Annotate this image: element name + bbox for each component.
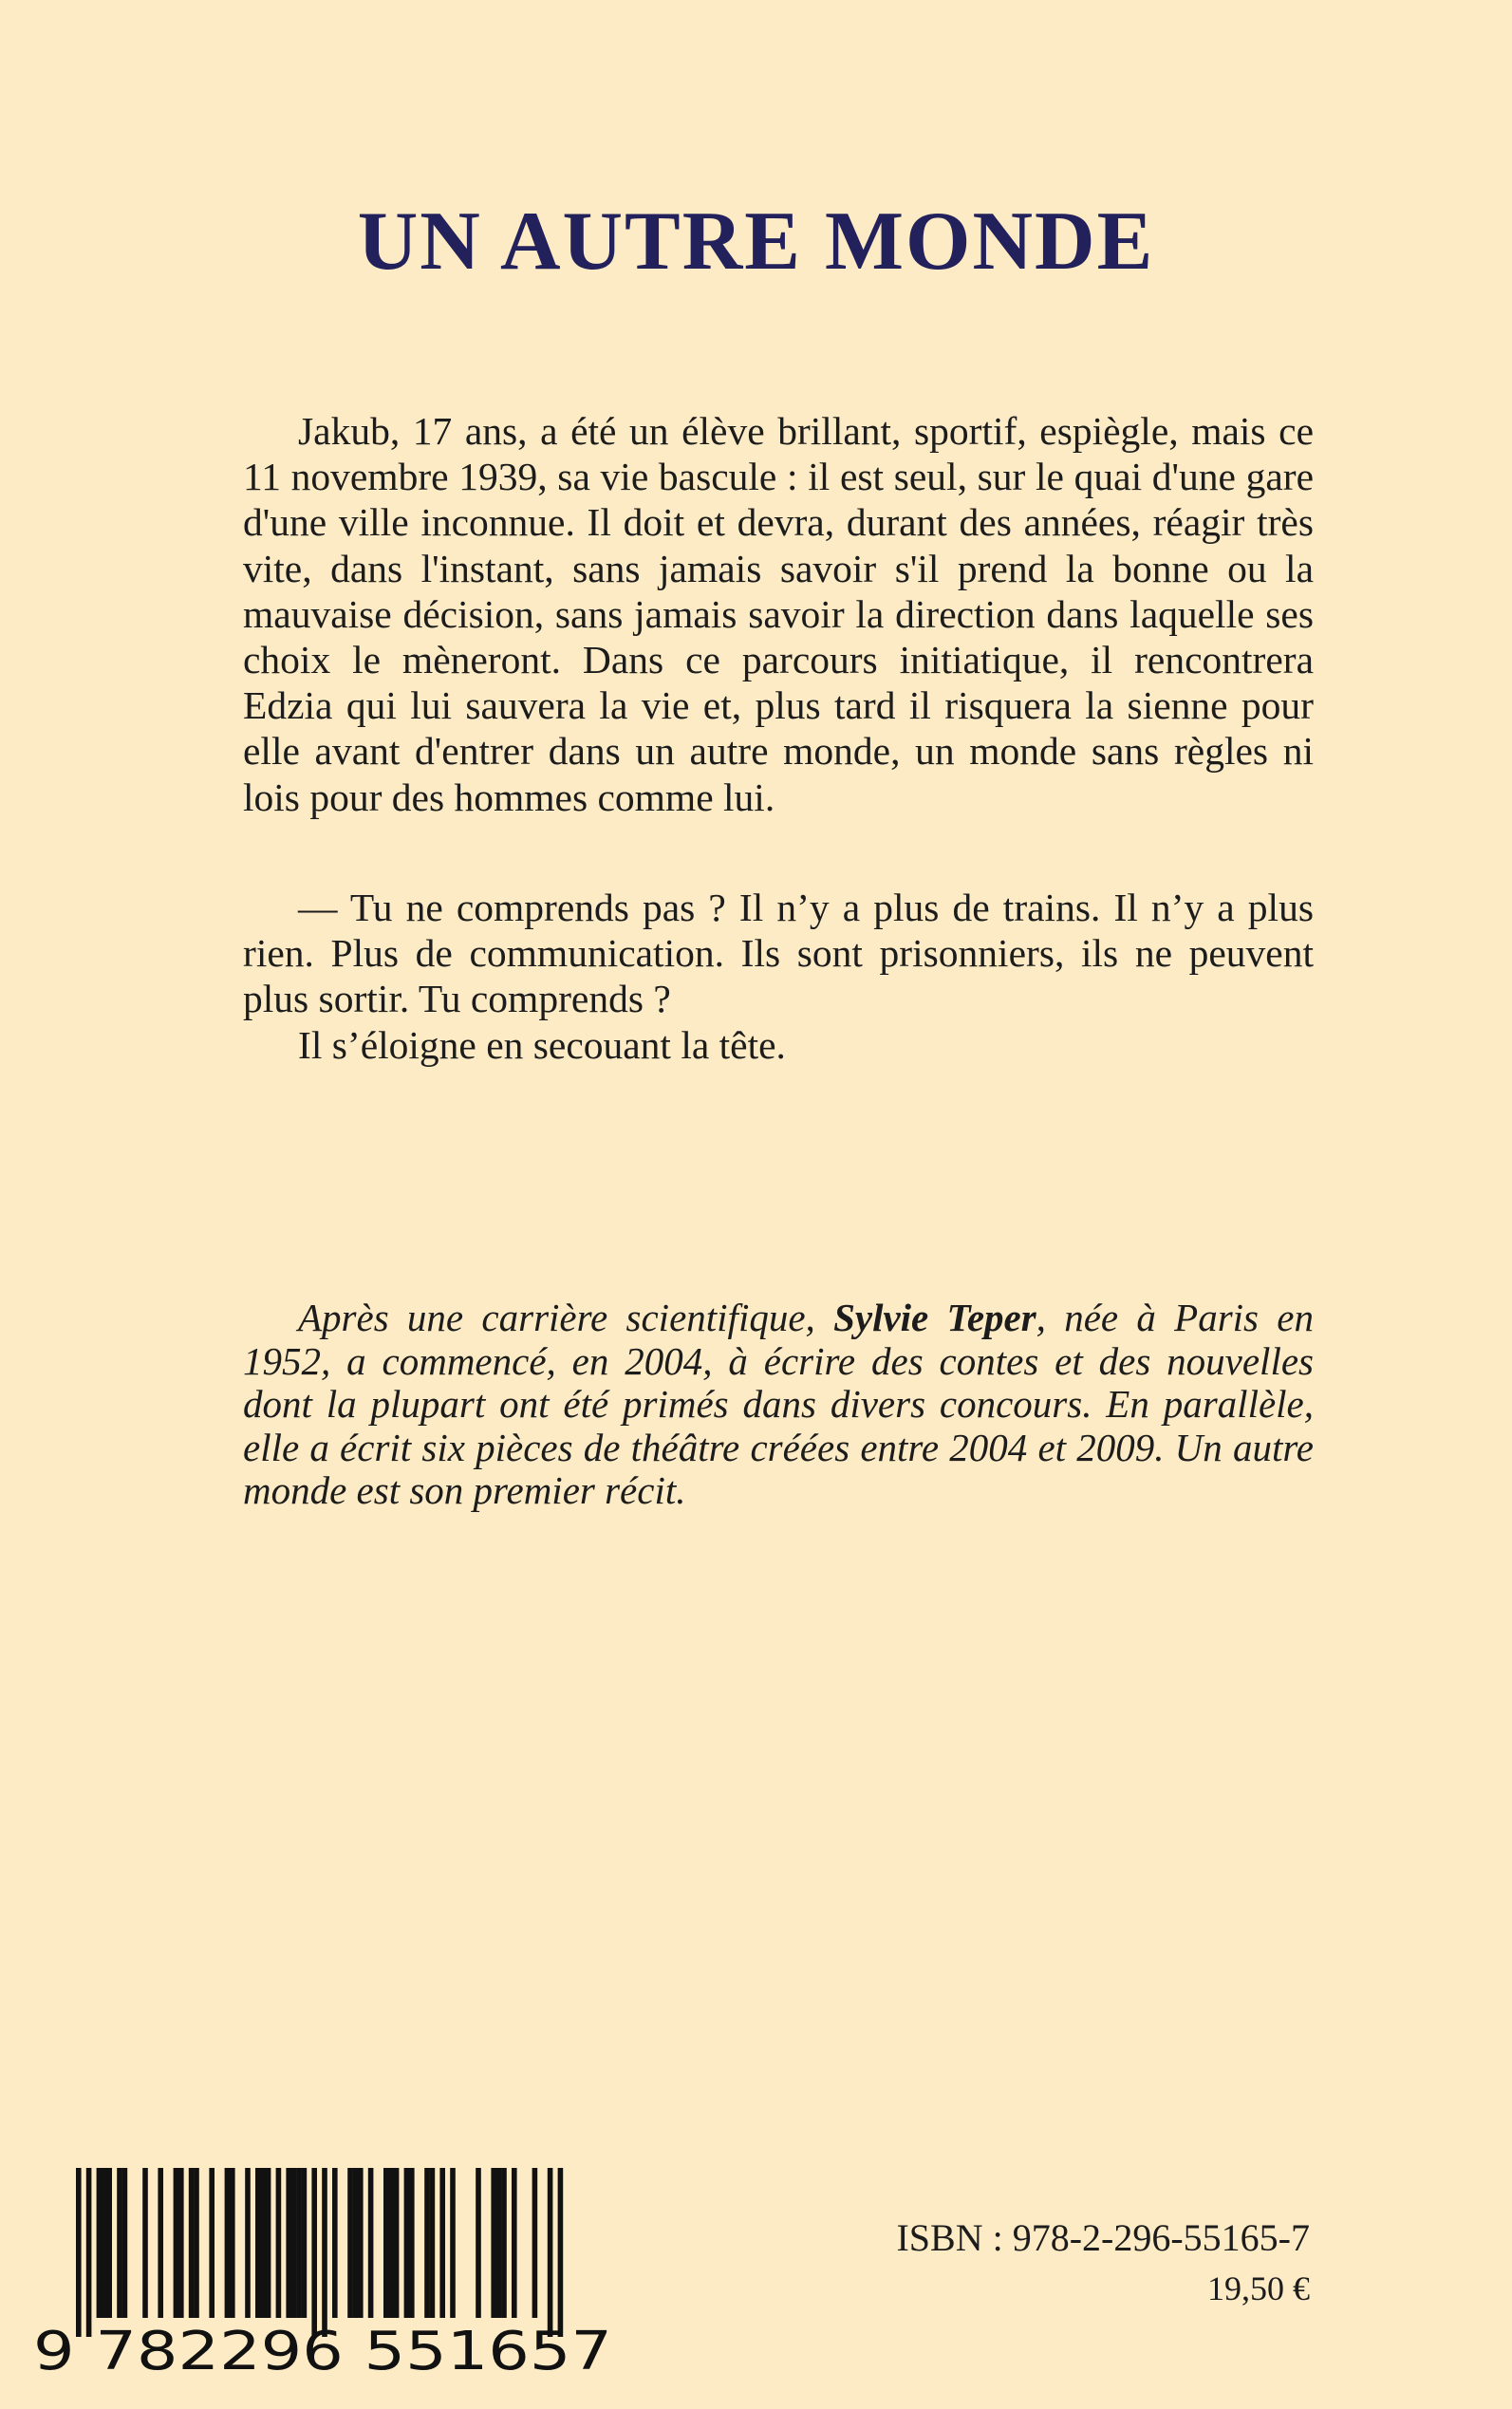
barcode-graphic <box>19 2168 617 2377</box>
barcode-bar <box>368 2168 374 2318</box>
barcode-bar <box>76 2168 82 2337</box>
barcode-bar <box>512 2168 517 2318</box>
excerpt-narration: Il s’éloigne en secouant la tête. <box>298 1022 786 1067</box>
author-name: Sylvie Teper <box>833 1296 1036 1339</box>
bio-text-start: Après une carrière scientifique, <box>298 1296 834 1339</box>
excerpt-dialogue: — Tu ne comprends pas ? Il n’y a plus de trains. Il n’y a plus rien. Plus de communication. Ils sont prisonniers, ils ne peuvent plus sortir. Tu comprends ? <box>243 886 1314 1021</box>
barcode-bar <box>158 2168 163 2318</box>
barcode-bar <box>322 2168 327 2337</box>
barcode-bar <box>194 2168 199 2318</box>
barcode-bar <box>424 2168 430 2318</box>
barcode-bar <box>142 2168 148 2318</box>
barcode-bar <box>106 2168 112 2318</box>
barcode-bar <box>296 2168 302 2318</box>
barcode-bar <box>178 2168 184 2318</box>
barcode-bar <box>491 2168 496 2318</box>
barcode-bar <box>266 2168 271 2318</box>
barcode-bar <box>230 2168 235 2318</box>
bio-text-end: , née à Paris en 1952, a commencé, en 2004, à écrire des contes et des nouvelles dont la plupart ont été primés dans divers concours. En parallèle, elle a écrit six pièces de théâtre créées entre 2004 et 2009. Un autre monde est son premier récit. <box>243 1296 1314 1512</box>
author-bio-paragraph <box>243 1297 1314 1513</box>
barcode-bar <box>409 2168 415 2318</box>
barcode-bar <box>548 2168 553 2337</box>
price: 19,50 € <box>1207 2269 1310 2307</box>
barcode-bar <box>260 2168 266 2318</box>
book-summary <box>243 408 1314 820</box>
barcode-bar <box>122 2168 128 2318</box>
barcode-bar <box>311 2168 317 2337</box>
barcode-bar <box>97 2168 103 2318</box>
barcode-bar <box>225 2168 231 2318</box>
barcode-bar <box>353 2168 359 2318</box>
isbn-number: ISBN : 978-2-296-55165-7 <box>896 2216 1310 2259</box>
barcode-bar <box>102 2168 107 2318</box>
barcode-bar <box>276 2168 282 2318</box>
barcode-bar <box>558 2168 564 2337</box>
barcode-bar <box>430 2168 436 2318</box>
barcode-bar <box>286 2168 291 2318</box>
book-excerpt <box>243 885 1314 1068</box>
barcode-bar <box>291 2168 297 2318</box>
barcode-bar <box>394 2168 400 2318</box>
barcode-bar <box>532 2168 538 2318</box>
barcode-bar <box>86 2168 92 2337</box>
barcode-bar <box>383 2168 389 2318</box>
barcode-bar <box>476 2168 481 2318</box>
barcode-bar <box>255 2168 261 2318</box>
barcode-bar <box>347 2168 353 2318</box>
barcode-bar <box>501 2168 507 2318</box>
barcode-digits: 9 782296 551657 <box>33 2321 612 2377</box>
barcode-bar <box>404 2168 410 2318</box>
barcode-bar <box>174 2168 179 2318</box>
book-title: UN AUTRE MONDE <box>357 196 1155 288</box>
author-bio <box>243 1297 1314 1513</box>
barcode-bar <box>388 2168 394 2318</box>
isbn-barcode <box>19 2168 617 2377</box>
barcode-bar <box>302 2168 308 2318</box>
barcode-bar <box>450 2168 456 2318</box>
barcode-bar <box>496 2168 502 2318</box>
barcode-bar <box>358 2168 364 2318</box>
barcode-bar <box>209 2168 215 2318</box>
barcode-bar <box>439 2168 445 2318</box>
barcode-bar <box>117 2168 122 2318</box>
barcode-bar <box>332 2168 338 2318</box>
summary-paragraph: Jakub, 17 ans, a été un élève brillant, sportif, espiègle, mais ce 11 novembre 1939, sa vie bascule : il est seul, sur le quai d'une gare d'une ville inconnue. Il doit et devra, durant des années, réagir très vite, dans l'instant, sans jamais savoir s'il prend la bonne ou la mauvaise décision, sans jamais savoir la direction dans laquelle ses choix le mèneront. Dans ce parcours initiatique, il rencontrera Edzia qui lui sauvera la vie et, plus tard il risquera la sienne pour elle avant d'entrer dans un autre monde, un monde sans règles ni lois pour des hommes comme lui. <box>243 409 1314 819</box>
barcode-bar <box>245 2168 251 2318</box>
barcode-bar <box>189 2168 195 2318</box>
